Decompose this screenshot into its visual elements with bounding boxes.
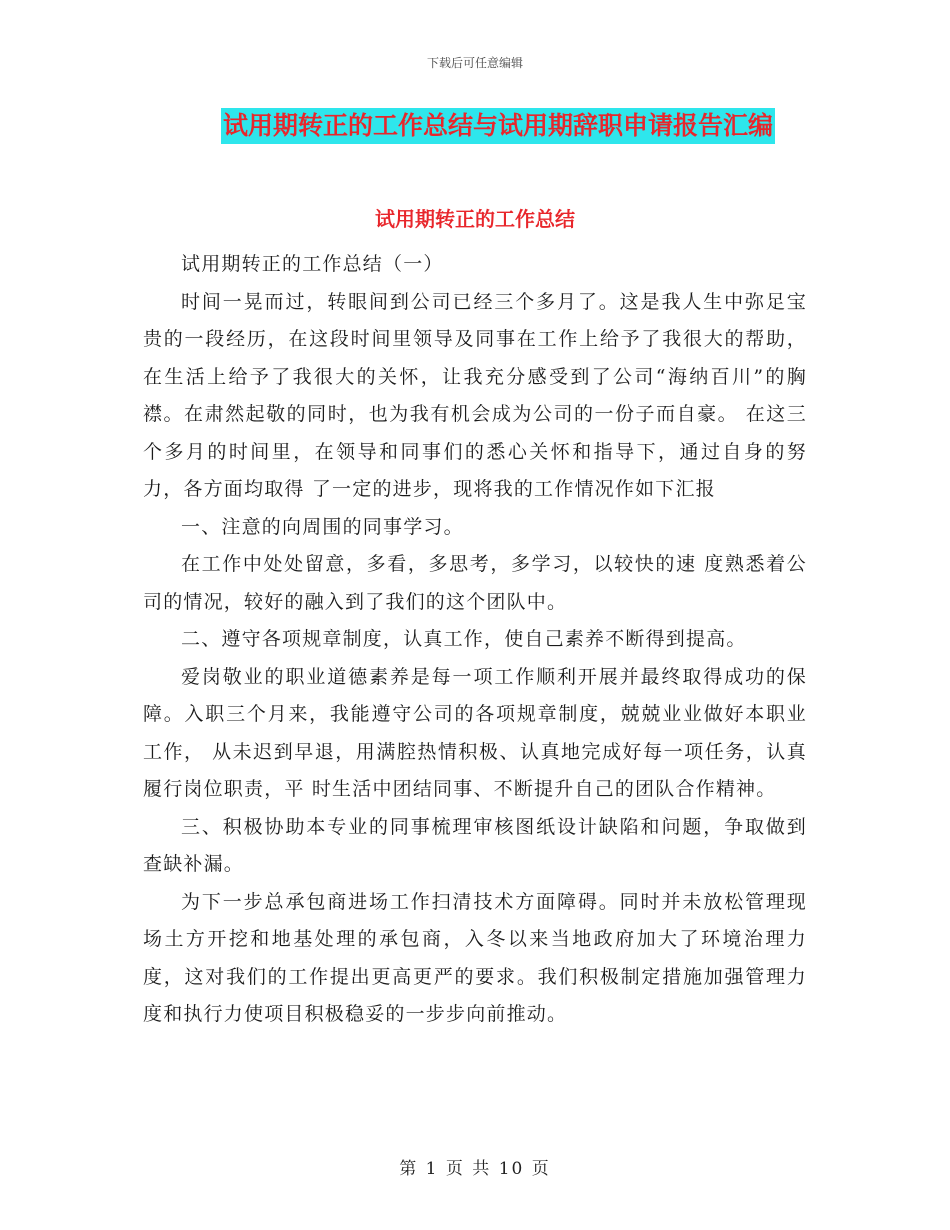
main-title: 试用期转正的工作总结与试用期辞职申请报告汇编 bbox=[221, 108, 775, 144]
paragraph-intro: 时间一晃而过，转眼间到公司已经三个多月了。这是我人生中弥足宝贵的一段经历，在这段时间里领导及同事在工作上给予了我很大的帮助，在生活上给予了我很大的关怀，让我充分感受到了公司“海纳百川”的胸襟。在肃然起敬的同时，也为我有机会成为公司的一份子而自豪。 在这三个多月的时间里，在领导和同事们的悉心关怀和指导下，通过自身的努力，各方面均取得 了一定的进步，现将我的工作情况作如下汇报 bbox=[143, 290, 807, 500]
main-title-wrapper bbox=[0, 108, 950, 144]
page-footer: 第 1 页 共 10 页 bbox=[399, 1159, 551, 1179]
paragraph-point-2: 爱岗敬业的职业道德素养是每一项工作顺利开展并最终取得成功的保障。入职三个月来，我能遵守公司的各项规章制度，兢兢业业做好本职业工作， 从未迟到早退，用满腔热情积极、认真地完成好每一项任务，认真履行岗位职责，平 时生活中团结同事、不断提升自己的团队合作精神。 bbox=[143, 665, 807, 800]
section-title: 试用期转正的工作总结 bbox=[375, 207, 575, 231]
paragraph-point-3: 为下一步总承包商进场工作扫清技术方面障碍。同时并未放松管理现场土方开挖和地基处理的承包商，入冬以来当地政府加大了环境治理力度，这对我们的工作提出更高更严的要求。我们积极制定措施加强管理力度和执行力使项目积极稳妥的一步步向前推动。 bbox=[143, 890, 807, 1025]
header-note: 下载后可任意编辑 bbox=[426, 56, 523, 70]
point-heading-2: 二、遵守各项规章制度，认真工作，使自己素养不断得到提高。 bbox=[181, 628, 747, 650]
point-heading-3: 三、积极协助本专业的同事梳理审核图纸设计缺陷和问题，争取做到查缺补漏。 bbox=[143, 815, 807, 875]
subsection-heading: 试用期转正的工作总结（一） bbox=[181, 253, 444, 275]
point-heading-1: 一、注意的向周围的同事学习。 bbox=[181, 515, 464, 538]
paragraph-point-1: 在工作中处处留意，多看，多思考，多学习，以较快的速 度熟悉着公司的情况，较好的融入到了我们的这个团队中。 bbox=[143, 553, 807, 613]
document-body bbox=[143, 246, 807, 1034]
